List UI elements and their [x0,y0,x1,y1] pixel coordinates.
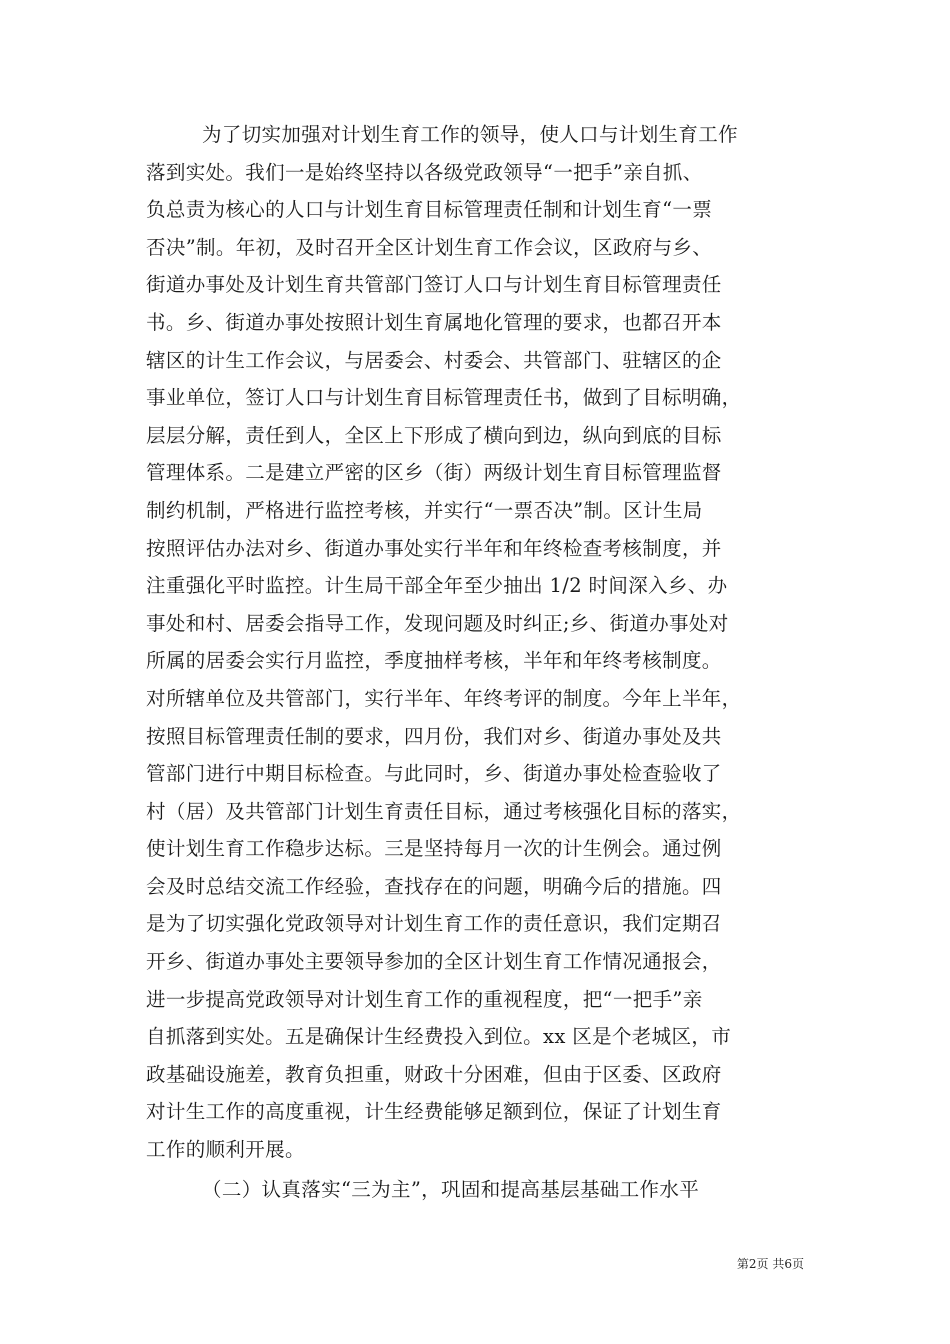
footer-current-page: 2 [748,1257,757,1271]
paragraph-line: 街道办事处及计划生育共管部门签订人口与计划生育目标管理责任 [146,273,722,297]
paragraph-line: 负总责为核心的人口与计划生育目标管理责任制和计划生育“一票 [146,198,713,222]
paragraph-line: 制约机制，严格进行监控考核，并实行“一票否决”制。区计生局 [146,498,703,522]
paragraph-line: 会及时总结交流工作经验，查找存在的问题，明确今后的措施。四 [146,874,722,898]
paragraph-line: 事处和村、居委会指导工作，发现问题及时纠正;乡、街道办事处对 [146,611,729,635]
body-text [146,116,810,1208]
footer-prefix: 第 [736,1257,749,1271]
footer-total-pages: 6 [784,1257,792,1271]
paragraph-line: 对计生工作的高度重视，计生经费能够足额到位，保证了计划生育 [146,1100,722,1124]
section-heading: （二）认真落实“三为主”，巩固和提高基层基础工作水平 [202,1177,700,1201]
paragraph-line: 使计划生育工作稳步达标。三是坚持每月一次的计生例会。通过例 [146,837,722,861]
paragraph-line: 辖区的计生工作会议，与居委会、村委会、共管部门、驻辖区的企 [146,348,722,372]
paragraph-line: 按照目标管理责任制的要求，四月份，我们对乡、街道办事处及共 [146,724,722,748]
footer-suffix: 页 [791,1257,804,1271]
paragraph-line: 工作的顺利开展。 [146,1138,305,1162]
paragraph-line: 书。乡、街道办事处按照计划生育属地化管理的要求，也都召开本 [146,310,722,334]
paragraph-line: 管部门进行中期目标检查。与此同时，乡、街道办事处检查验收了 [146,762,722,786]
paragraph-line: 是为了切实强化党政领导对计划生育工作的责任意识，我们定期召 [146,912,722,936]
paragraph-line: 自抓落到实处。五是确保计生经费投入到位。xx 区是个老城区，市 [146,1025,732,1049]
paragraph-line: 对所辖单位及共管部门，实行半年、年终考评的制度。今年上半年， [146,686,742,710]
paragraph-line: 事业单位，签订人口与计划生育目标管理责任书，做到了目标明确， [146,386,742,410]
paragraph-line: 管理体系。二是建立严密的区乡（街）两级计划生育目标管理监督 [146,461,722,485]
footer-middle: 页 共 [756,1257,785,1271]
paragraph-line: 注重强化平时监控。计生局干部全年至少抽出 1/2 时间深入乡、办 [146,574,728,598]
paragraph-line: 所属的居委会实行月监控，季度抽样考核，半年和年终考核制度。 [146,649,722,673]
paragraph-line: 进一步提高党政领导对计划生育工作的重视程度，把“一把手”亲 [146,987,703,1011]
paragraph-line: 政基础设施差，教育负担重，财政十分困难，但由于区委、区政府 [146,1062,722,1086]
page-footer [737,1255,804,1272]
paragraph-line: 村（居）及共管部门计划生育责任目标，通过考核强化目标的落实， [146,799,742,823]
paragraph-line: 为了切实加强对计划生育工作的领导，使人口与计划生育工作 [202,123,738,146]
paragraph-line: 层层分解，责任到人，全区上下形成了横向到边，纵向到底的目标 [146,423,722,447]
paragraph-line: 否决”制。年初，及时召开全区计划生育工作会议，区政府与乡、 [146,235,713,259]
paragraph-line: 开乡、街道办事处主要领导参加的全区计划生育工作情况通报会， [146,950,722,974]
paragraph-line: 落到实处。我们一是始终坚持以各级党政领导“一把手”亲自抓、 [146,160,703,184]
paragraph-line: 按照评估办法对乡、街道办事处实行半年和年终检查考核制度，并 [146,536,722,560]
